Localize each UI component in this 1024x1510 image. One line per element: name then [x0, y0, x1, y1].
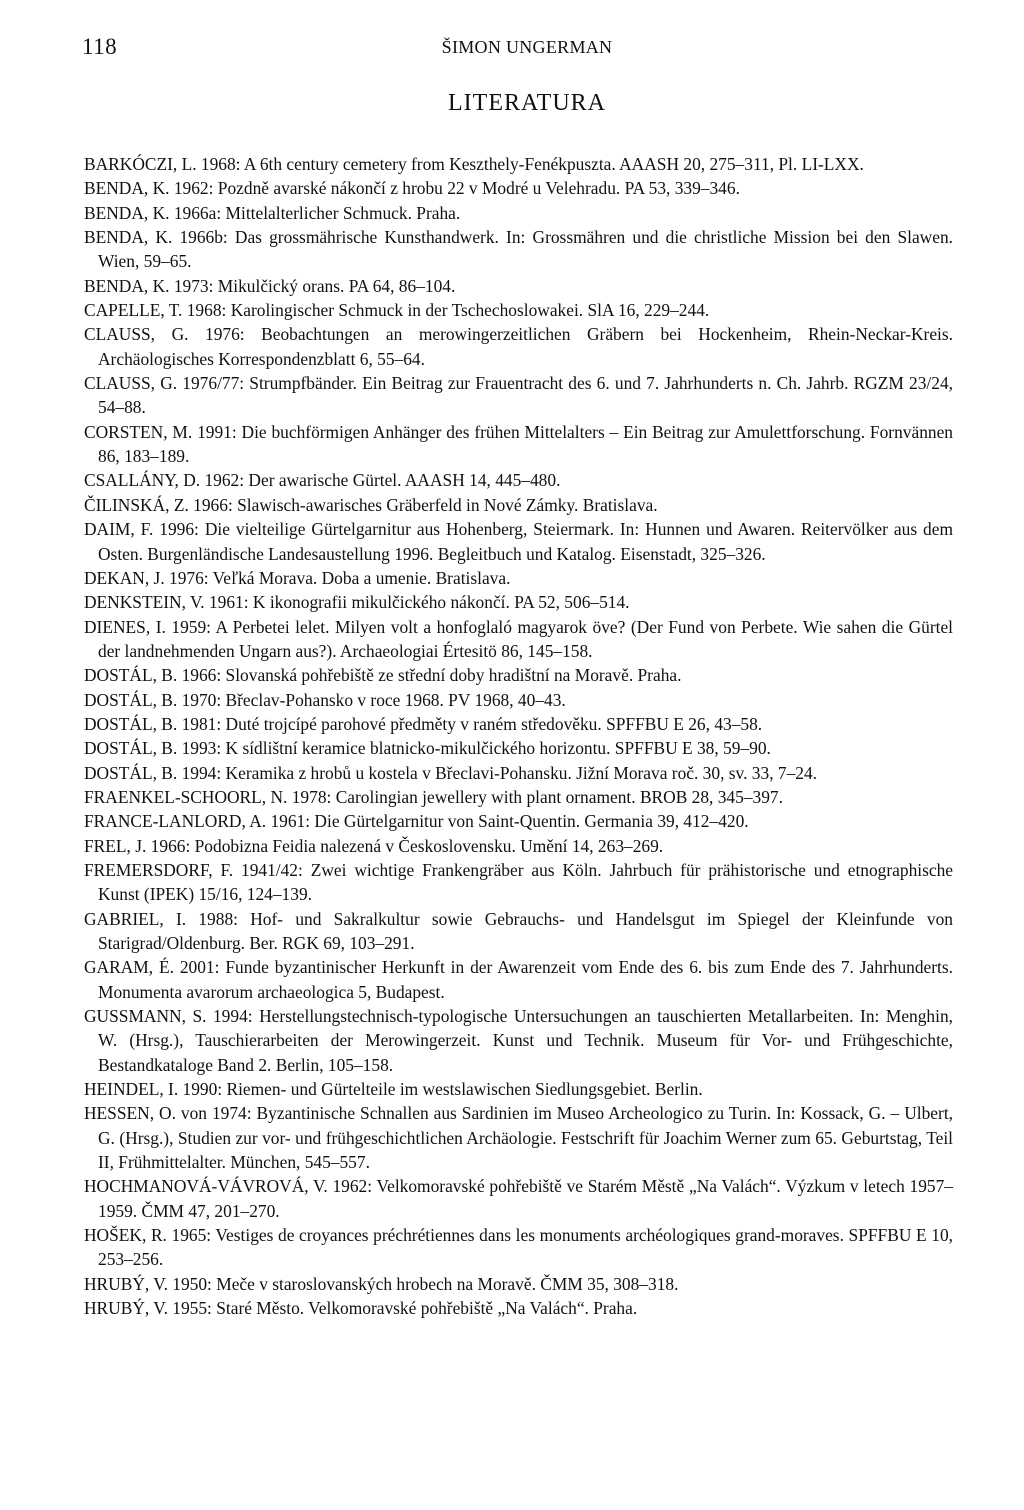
section-title: LITERATURA: [448, 90, 606, 116]
reference-entry: DOSTÁL, B. 1970: Břeclav-Pohansko v roce 1968. PV 1968, 40–43.: [84, 689, 566, 710]
reference-entry: BENDA, K. 1966a: Mittelalterlicher Schmuck. Praha.: [84, 202, 461, 223]
reference-entry: CLAUSS, G. 1976/77: Strumpfbänder. Ein Beitrag zur Frauentracht des 6. und 7. Jahrhunderts n. Ch. Jahrb. RGZM 23/24, 54–88.: [84, 373, 953, 418]
reference-entry: HOCHMANOVÁ-VÁVROVÁ, V. 1962: Velkomoravské pohřebiště ve Starém Městě „Na Valách“. Výzkum v letech 1957–1959. ČMM 47, 201–270.: [84, 1176, 953, 1221]
reference-entry: BENDA, K. 1966b: Das grossmährische Kunsthandwerk. In: Grossmähren und die christliche Mission bei den Slawen. Wien, 59–65.: [84, 227, 953, 272]
reference-entry: DIENES, I. 1959: A Perbetei lelet. Milyen volt a honfoglaló magyarok öve? (Der Fund von Perbete. Wie sahen die Gürtel der landnehmenden Ungarn aus?). Archaeologiai Értesitö 86, 145–158.: [84, 616, 953, 661]
reference-entry: DAIM, F. 1996: Die vielteilige Gürtelgarnitur aus Hohenberg, Steiermark. In: Hunnen und Awaren. Reitervölker aus dem Osten. Burgenländische Landesaustellung 1996. Begleitbuch und Katalog. Eisenstadt, 325–326.: [84, 519, 953, 564]
running-head: ŠIMON UNGERMAN: [441, 37, 613, 57]
reference-entry: FRAENKEL-SCHOORL, N. 1978: Carolingian jewellery with plant ornament. BROB 28, 345–397.: [84, 786, 783, 807]
reference-entry: GABRIEL, I. 1988: Hof- und Sakralkultur sowie Gebrauchs- und Handelsgut im Spiegel der Kleinfunde von Starigrad/Oldenburg. Ber. RGK 69, 103–291.: [84, 908, 953, 953]
reference-entry: FRANCE-LANLORD, A. 1961: Die Gürtelgarnitur von Saint-Quentin. Germania 39, 412–420.: [84, 811, 749, 832]
reference-entry: BENDA, K. 1973: Mikulčický orans. PA 64, 86–104.: [84, 275, 456, 296]
reference-entry: HRUBÝ, V. 1955: Staré Město. Velkomoravské pohřebiště „Na Valách“. Praha.: [84, 1298, 638, 1319]
reference-entry: ČILINSKÁ, Z. 1966: Slawisch-awarisches Gräberfeld in Nové Zámky. Bratislava.: [84, 494, 658, 515]
reference-entry: HEINDEL, I. 1990: Riemen- und Gürtelteile im westslawischen Siedlungsgebiet. Berlin.: [84, 1079, 703, 1100]
reference-entry: DOSTÁL, B. 1981: Duté trojcípé parohové předměty v raném středověku. SPFFBU E 26, 43–58.: [84, 713, 763, 734]
reference-entry: CLAUSS, G. 1976: Beobachtungen an merowingerzeitlichen Gräbern bei Hockenheim, Rhein-Neckar-Kreis. Archäologisches Korrespondenzblatt 6, 55–64.: [84, 324, 953, 369]
reference-entry: DOSTÁL, B. 1994: Keramika z hrobů u kostela v Břeclavi-Pohansku. Jižní Morava roč. 30, sv. 33, 7–24.: [84, 762, 818, 783]
reference-entry: DOSTÁL, B. 1966: Slovanská pohřebiště ze střední doby hradištní na Moravě. Praha.: [84, 665, 682, 686]
reference-entry: GUSSMANN, S. 1994: Herstellungstechnisch-typologische Untersuchungen an tauschierten Metallarbeiten. In: Menghin, W. (Hrsg.), Tauschierarbeiten der Merowingerzeit. Kunst und Technik. Museum für Vor- und Frühgeschichte, Bestandkataloge Band 2. Berlin, 105–158.: [84, 1006, 953, 1075]
reference-entry: FREL, J. 1966: Podobizna Feidia nalezená v Československu. Umění 14, 263–269.: [84, 835, 664, 856]
reference-entry: DENKSTEIN, V. 1961: K ikonografii mikulčického nákončí. PA 52, 506–514.: [84, 592, 630, 613]
reference-list: [84, 152, 953, 1321]
reference-entry: BENDA, K. 1962: Pozdně avarské nákončí z hrobu 22 v Modré u Velehradu. PA 53, 339–346.: [84, 178, 740, 199]
page-number: 118: [82, 34, 118, 59]
reference-entry: CSALLÁNY, D. 1962: Der awarische Gürtel. AAASH 14, 445–480.: [84, 470, 561, 491]
reference-entry: FREMERSDORF, F. 1941/42: Zwei wichtige Frankengräber aus Köln. Jahrbuch für prähistorische und etnographische Kunst (IPEK) 15/16, 124–139.: [84, 859, 953, 905]
reference-entry: HRUBÝ, V. 1950: Meče v staroslovanských hrobech na Moravě. ČMM 35, 308–318.: [84, 1273, 679, 1294]
reference-entry: CORSTEN, M. 1991: Die buchförmigen Anhänger des frühen Mittelalters – Ein Beitrag zur Amulettforschung. Fornvännen 86, 183–189.: [84, 421, 953, 467]
reference-entry: HESSEN, O. von 1974: Byzantinische Schnallen aus Sardinien im Museo Archeologico zu Turin. In: Kossack, G. – Ulbert, G. (Hrsg.), Studien zur vor- und frühgeschichtlichen Archäologie. Festschrift für Joachim Werner zum 65. Geburtstag, Teil II, Frühmittelalter. München, 545–557.: [84, 1103, 953, 1173]
reference-entry: GARAM, É. 2001: Funde byzantinischer Herkunft in der Awarenzeit vom Ende des 6. bis zum Ende des 7. Jahrhunderts. Monumenta avarorum archaeologica 5, Budapest.: [84, 957, 953, 1002]
reference-entry: BARKÓCZI, L. 1968: A 6th century cemetery from Keszthely-Fenékpuszta. AAASH 20, 275–311, Pl. LI-LXX.: [84, 154, 864, 174]
reference-entry: HOŠEK, R. 1965: Vestiges de croyances préchrétiennes dans les monuments archéologiques grand-moraves. SPFFBU E 10, 253–256.: [84, 1225, 953, 1270]
reference-entry: DEKAN, J. 1976: Veľká Morava. Doba a umenie. Bratislava.: [84, 567, 511, 588]
reference-entry: DOSTÁL, B. 1993: K sídlištní keramice blatnicko-mikulčického horizontu. SPFFBU E 38, 59–90.: [84, 738, 771, 759]
reference-entry: CAPELLE, T. 1968: Karolingischer Schmuck in der Tschechoslowakei. SlA 16, 229–244.: [84, 300, 710, 321]
